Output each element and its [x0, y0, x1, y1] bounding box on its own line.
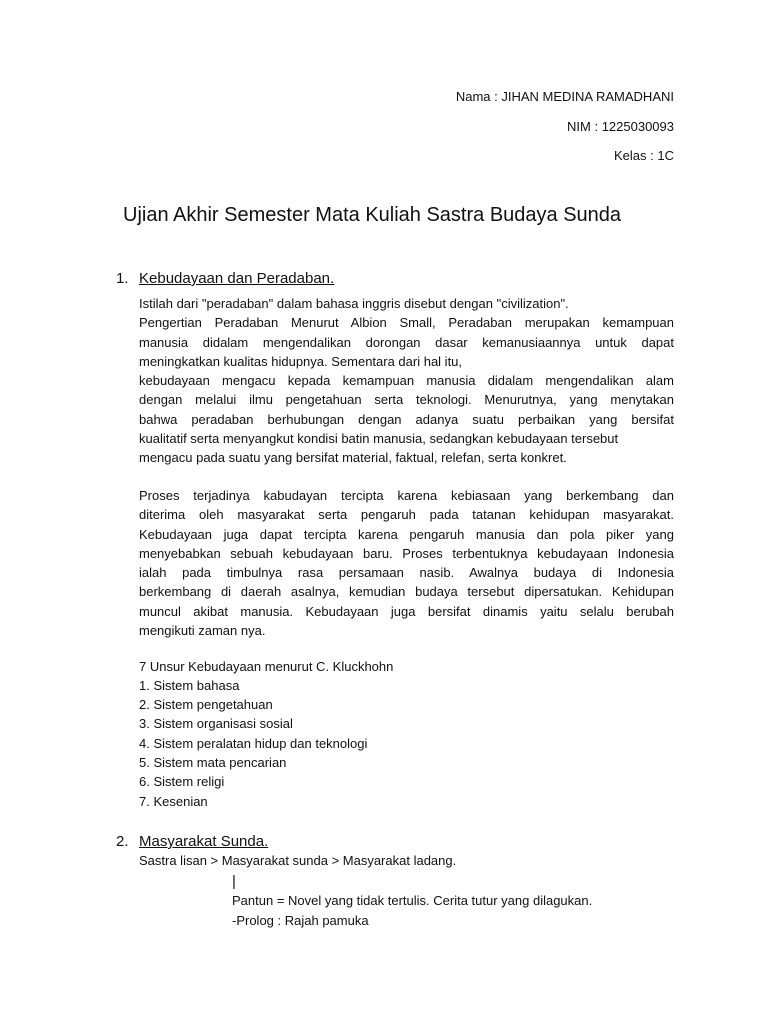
list-item: 1. Sistem bahasa — [139, 678, 240, 693]
paragraph-line: kebudayaan mengacu kepada kemampuan manusia didalam mengendalikan alam — [139, 373, 674, 389]
list-item: 3. Sistem organisasi sosial — [139, 716, 293, 731]
paragraph-line: muncul akibat manusia. Kebudayaan juga bersifat dinamis yaitu selalu berubah — [139, 603, 674, 619]
paragraph-line: dengan melalui ilmu pengetahuan serta teknologi. Menurutnya, yang menytakan — [139, 392, 674, 408]
student-name: Nama : JIHAN MEDINA RAMADHANI — [455, 89, 674, 104]
paragraph-line: mengacu pada suatu yang bersifat material, faktual, relefan, serta konkret. — [139, 450, 567, 466]
paragraph-line: kualitatif serta menyangkut kondisi batin manusia, sedangkan kebudayaan tersebut — [139, 431, 619, 447]
paragraph-line: menyebabkan sebuah kebudayaan baru. Proses terbentuknya kebudayaan Indonesia — [139, 545, 674, 561]
paragraph-line: ialah pada timbulnya rasa persamaan nasib. Awalnya budaya di Indonesia — [139, 565, 674, 581]
section-1-heading: Kebudayaan dan Peradaban. — [139, 270, 335, 287]
student-class: Kelas : 1C — [614, 148, 674, 163]
paragraph-line: Kebudayaan juga dapat tercipta karena pengaruh manusia dan pola piker yang — [139, 526, 674, 542]
paragraph-line: Istilah dari "peradaban" dalam bahasa inggris disebut dengan "civilization". — [139, 296, 569, 311]
section-2-line-3: -Prolog : Rajah pamuka — [232, 913, 369, 928]
section-1-number: 1. — [116, 270, 129, 287]
list-item: 4. Sistem peralatan hidup dan teknologi — [139, 736, 368, 751]
list-item: 7. Kesenian — [139, 794, 208, 809]
list-item: 2. Sistem pengetahuan — [139, 697, 273, 712]
section-2-line-1: Sastra lisan > Masyarakat sunda > Masyarakat ladang. — [139, 853, 457, 868]
paragraph-line: manusia didalam mengendalikan dorongan dasar kemanusiaannya untuk dapat — [139, 334, 674, 350]
document-title: Ujian Akhir Semester Mata Kuliah Sastra Budaya Sunda — [123, 204, 622, 226]
paragraph-line: diterima oleh masyarakat serta pengaruh pada tatanan kehidupan masyarakat. — [139, 507, 674, 523]
paragraph-line: Pengertian Peradaban Menurut Albion Small, Peradaban merupakan kemampuan — [139, 315, 674, 331]
student-nim: NIM : 1225030093 — [567, 119, 674, 134]
unsur-list-title: 7 Unsur Kebudayaan menurut C. Kluckhohn — [139, 659, 394, 674]
section-2-line-2: Pantun = Novel yang tidak tertulis. Cerita tutur yang dilagukan. — [232, 893, 593, 908]
paragraph-line: Proses terjadinya kabudayan tercipta karena kebiasaan yang berkembang dan — [139, 488, 674, 503]
paragraph-line: meningkatkan kualitas hidupnya. Sementara dari hal itu, — [139, 353, 463, 369]
section-1-paragraph-2 — [139, 486, 674, 640]
list-item: 6. Sistem religi — [139, 774, 225, 789]
paragraph-line: berkembang di daerah asalnya, kemudian budaya tersebut dipersatukan. Kehidupan — [139, 584, 674, 600]
section-2-heading: Masyarakat Sunda. — [139, 833, 269, 850]
section-1-paragraph-1 — [139, 294, 674, 468]
connector-pipe: | — [232, 873, 236, 890]
list-item: 5. Sistem mata pencarian — [139, 755, 287, 770]
paragraph-line: mengikuti zaman nya. — [139, 623, 266, 639]
section-2-number: 2. — [116, 833, 129, 850]
paragraph-line: bahwa peradaban berhubungan dengan adanya suatu perbaikan yang bersifat — [139, 411, 674, 427]
